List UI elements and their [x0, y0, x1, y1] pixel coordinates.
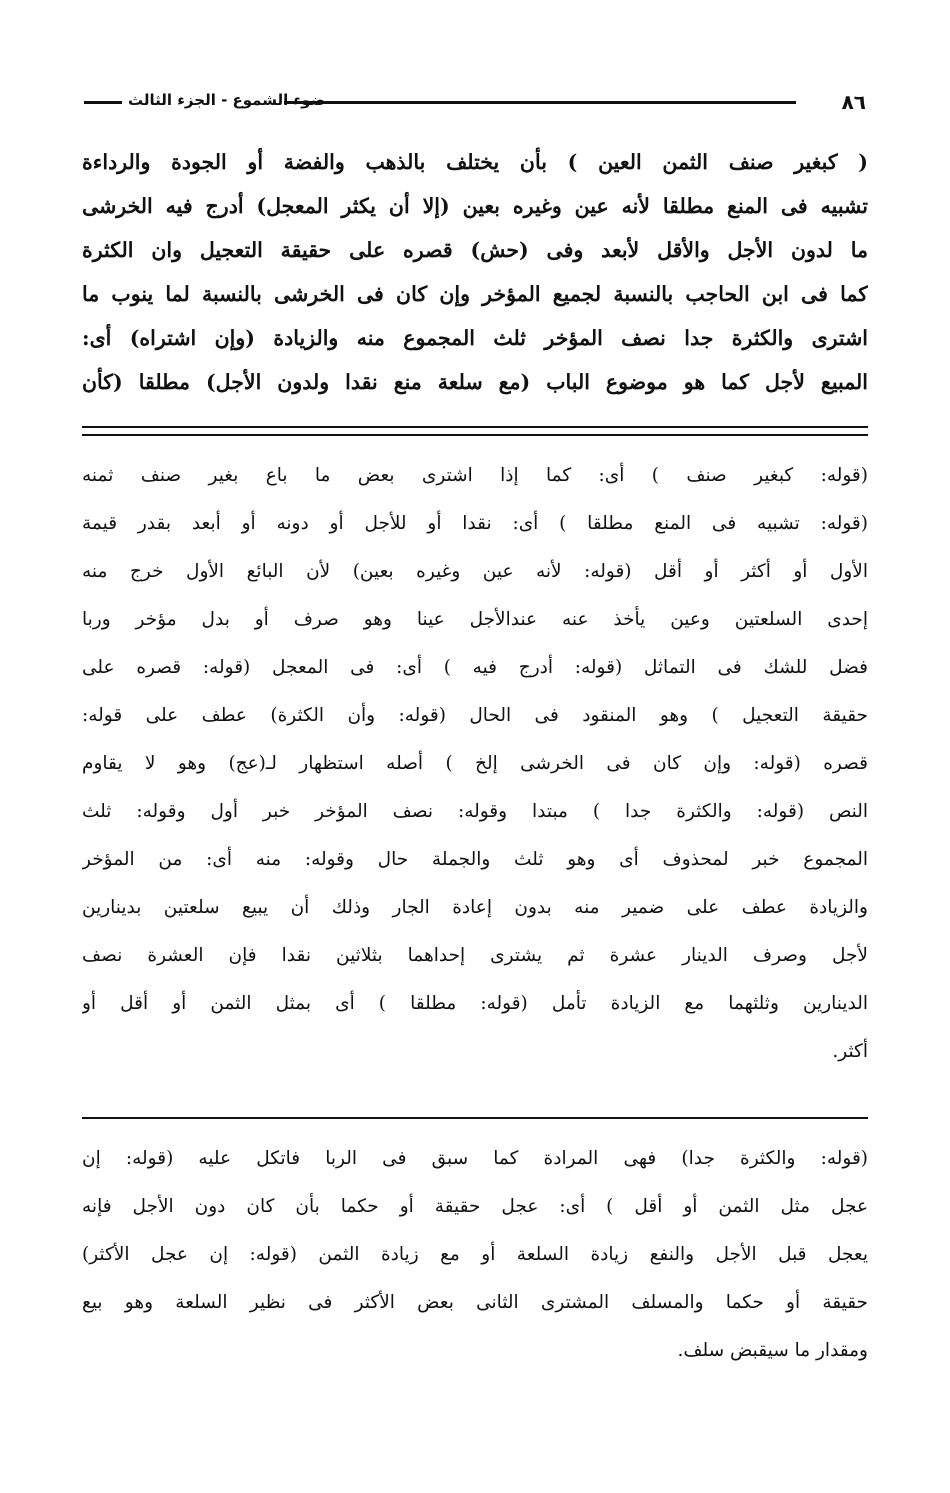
commentary-line: المجموع خبر لمحذوف أى وهو ثلث والجملة حال وقوله: منه أى: من المؤخر: [82, 849, 868, 870]
main-line: ( كبغير صنف الثمن العين ) بأن يختلف بالذهب والفضة أو الجودة والرداءة: [82, 150, 868, 174]
commentary-line: فضل للشك فى التماثل (قوله: أدرج فيه ) أى: فى المعجل (قوله: قصره على: [82, 657, 868, 678]
header-rule-long: [284, 101, 796, 104]
commentary-line: قصره (قوله: وإن كان فى الخرشى إلخ ) أصله استظهار لـ(عج) وهو لا يقاوم: [82, 753, 868, 774]
commentary-line: الأول أو أكثر أو أقل (قوله: لأنه عين وغيره بعين) لأن البائع الأول خرج منه: [82, 561, 868, 582]
main-line: كما فى ابن الحاجب بالنسبة لجميع المؤخر وإن كان فى الخرشى بالنسبة لما ينوب ما: [82, 282, 868, 306]
main-line: المبيع لأجل كما هو موضوع الباب (مع سلعة منع نقدا ولدون الأجل) مطلقا (كأن: [82, 370, 868, 394]
commentary-line: النص (قوله: والكثرة جدا ) مبتدا وقوله: نصف المؤخر خبر أول وقوله: ثلث: [82, 801, 868, 822]
main-line: ما لدون الأجل والأقل لأبعد وفى (حش) قصره على حقيقة التعجيل وان الكثرة: [82, 238, 868, 262]
commentary-line: والزيادة عطف على ضمير منه بدون إعادة الجار وذلك أن يبيع سلعتين بدينارين: [82, 897, 868, 918]
commentary-text: [82, 452, 868, 1076]
main-line: تشبيه فى المنع مطلقا لأنه عين وغيره بعين (إلا أن يكثر المعجل) أدرج فيه الخرشى: [82, 194, 868, 218]
commentary-line: الدينارين وثلثهما مع الزيادة تأمل (قوله: مطلقا ) أى بمثل الثمن أو أقل أو: [82, 993, 868, 1014]
double-rule-divider: [82, 426, 868, 436]
page-number: ٨٦: [841, 90, 866, 114]
main-text: [82, 140, 868, 404]
running-title: ضوء الشموع - الجزء الثالث: [128, 91, 326, 109]
footnote-line: ومقدار ما سيقبض سلف.: [677, 1340, 868, 1361]
commentary-line: (قوله: كبغير صنف ) أى: كما إذا اشترى بعض ما باع بغير صنف ثمنه: [82, 465, 868, 486]
commentary-line: (قوله: تشبيه فى المنع مطلقا ) أى: نقدا أو للأجل أو دونه أو أبعد بقدر قيمة: [82, 513, 868, 534]
main-line: اشترى والكثرة جدا نصف المؤخر ثلث المجموع منه والزيادة (وإن اشتراه) أى:: [82, 326, 868, 350]
footnote-line: (قوله: والكثرة جدا) فهى المرادة كما سبق فى الربا فاتكل عليه (قوله: إن: [82, 1148, 868, 1169]
footnote-rule: [82, 1117, 868, 1119]
footnote-line: عجل مثل الثمن أو أقل ) أى: عجل حقيقة أو حكما بأن كان دون الأجل فإنه: [82, 1196, 868, 1217]
commentary-line: إحدى السلعتين وعين يأخذ عنه عندالأجل عينا وهو صرف أو بدل مؤخر وربا: [82, 609, 868, 630]
commentary-line: حقيقة التعجيل ) وهو المنقود فى الحال (قوله: وأن الكثرة) عطف على قوله:: [82, 705, 868, 726]
commentary-line: أكثر.: [832, 1041, 868, 1062]
header-rule-short: [84, 101, 122, 104]
commentary-line: لأجل وصرف الدينار عشرة ثم يشترى إحداهما بثلاثين نقدا فإن العشرة نصف: [82, 945, 868, 966]
footnote-text: [82, 1135, 868, 1375]
footnote-line: حقيقة أو حكما والمسلف المشترى الثانى بعض الأكثر فى نظير السلعة وهو بيع: [82, 1292, 868, 1313]
footnote-line: يعجل قبل الأجل والنفع زيادة السلعة أو مع زيادة الثمن (قوله: إن عجل الأكثر): [82, 1244, 868, 1265]
page-header: [84, 90, 866, 114]
